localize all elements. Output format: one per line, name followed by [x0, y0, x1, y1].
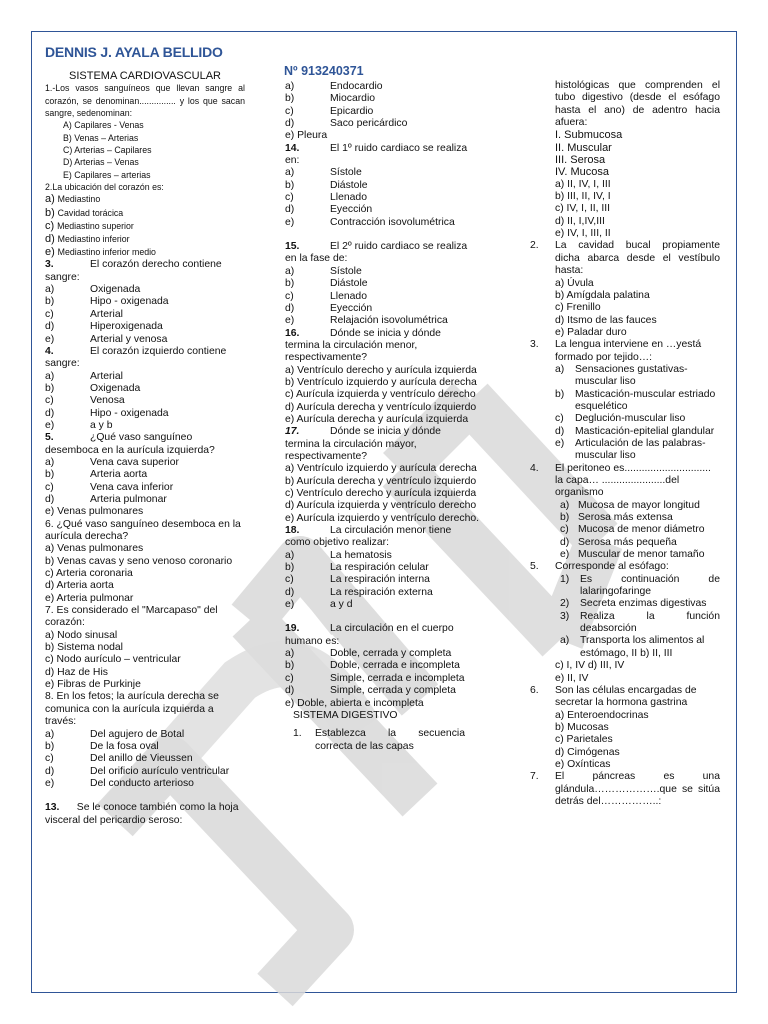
option: d) Serosa más pequeña: [560, 536, 677, 548]
option: b) Masticación-muscular estriado esquelético: [555, 388, 716, 412]
d6-options: [530, 710, 720, 772]
q2-options: [45, 193, 245, 259]
option: c) Ventrículo derecho y aurícula izquierda: [285, 488, 477, 499]
question-3: 3. El corazón derecho contiene: [45, 259, 222, 271]
question-7: 7. Es considerado el "Marcapaso" del corazón:: [45, 605, 218, 629]
option: b) Hipo - oxigenada: [45, 296, 169, 308]
question-d7: 7. El páncreas es una glándula……………….que se sitúa detrás del……………..:: [530, 771, 720, 807]
option: e) Articulación de las palabras-muscular liso: [555, 437, 706, 462]
option: c) Venosa: [45, 395, 125, 407]
option: e) Fibras de Purkinje: [45, 679, 141, 691]
question-14-cont: en:: [285, 155, 300, 167]
question-15-cont: en la fase de:: [285, 253, 348, 265]
option: E) Capilares – arterias: [63, 169, 151, 180]
option: e) Aurícula derecha y aurícula izquierda: [285, 413, 469, 425]
question-19: 19. La circulación en el cuerpo: [285, 623, 454, 635]
option: d) Saco pericárdico: [285, 118, 408, 130]
question-17: 17. Dónde se inicia y dónde: [285, 426, 441, 438]
option: d) Arteria pulmonar: [45, 493, 167, 505]
column-1: [45, 70, 245, 827]
question-8: 8. En los fetos; la aurícula derecha se comunica con la aurícula izquierda a través:: [45, 691, 219, 728]
question-2: 2.La ubicación del corazón es:: [45, 182, 164, 193]
layer-item: III. Serosa: [555, 154, 606, 167]
question-13: 13. Se le conoce también como la hoja visceral del pericardio seroso:: [45, 802, 239, 826]
section-title: SISTEMA CARDIOVASCULAR: [69, 70, 221, 82]
question-d4: 4. El peritoneo es.............................. la capa… ......................del organismo: [530, 462, 711, 499]
layer-item: IV. Mucosa: [555, 166, 610, 179]
option: c) Aurícula izquierda y ventrículo derecho: [285, 389, 476, 401]
question-d5: 5. Corresponde al esófago:: [530, 561, 669, 573]
option: e) Relajación isovolumétrica: [285, 315, 448, 327]
d4-options: [530, 500, 720, 562]
option: e) a y b: [45, 419, 113, 431]
option: e) II, IV: [555, 672, 589, 684]
option: c) Epicardio: [285, 105, 374, 117]
option: e) Pleura: [285, 130, 328, 142]
option: b) Arteria aorta: [45, 469, 148, 481]
option: b) Aurícula derecha y ventrículo izquierdo: [285, 475, 477, 487]
option: a) Vena cava superior: [45, 456, 179, 468]
option: c) Deglución-muscular liso: [555, 413, 686, 425]
option: b) Ventrículo izquierdo y aurícula derecha: [285, 376, 477, 388]
question-18-cont: como objetivo realizar:: [285, 537, 389, 549]
question-d6: 6. Son las células encargadas de secretar la hormona gastrina: [530, 684, 697, 709]
option: A) Capilares - Venas: [63, 120, 144, 131]
question-5: 5. ¿Qué vaso sanguíneo: [45, 432, 193, 444]
option: c) Arteria coronaria: [45, 568, 133, 580]
option: c) Arterial: [45, 308, 123, 320]
question-19-cont: humano es:: [285, 635, 340, 647]
option: d) Masticación-epitelial glandular: [555, 425, 715, 437]
option: a) Sístole: [285, 167, 362, 179]
option: b) Diástole: [285, 179, 368, 191]
option: a) Sístole: [285, 265, 362, 277]
option: a) Doble, cerrada y completa: [285, 648, 452, 660]
option: b) Mucosas: [555, 721, 609, 733]
option: a) La hematosis: [285, 549, 392, 561]
option: c) Frenillo: [555, 302, 601, 314]
option: a) Ventrículo izquierdo y aurícula derecha: [285, 463, 477, 475]
option: a) Del agujero de Botal: [45, 728, 185, 740]
option: a) Mediastino: [45, 193, 101, 206]
question-6: 6. ¿Qué vaso sanguíneo desemboca en la aurícula derecha?: [45, 518, 241, 543]
option: d) Hipo - oxigenada: [45, 407, 169, 419]
option: a) Ventrículo derecho y aurícula izquierda: [285, 364, 477, 376]
option: c) Llenado: [285, 290, 367, 302]
option: a) Enteroendocrinas: [555, 709, 649, 721]
option: c) Mediastino superior: [45, 219, 134, 232]
question-d1: 1. Establezca la secuencia correcta de las capas: [293, 728, 465, 752]
option: e) Arterial y venosa: [45, 333, 168, 345]
option: c) Simple, cerrada e incompleta: [285, 672, 465, 684]
option: d) Itsmo de las fauces: [555, 314, 657, 326]
option: e) Contracción isovolumétrica: [285, 216, 455, 228]
option: d) Arteria aorta: [45, 580, 114, 592]
option: d) Eyección: [285, 302, 373, 314]
option: e) Muscular de menor tamaño: [560, 549, 705, 561]
question-5-cont: desemboca en la aurícula izquierda?: [45, 444, 215, 456]
option: b) Diástole: [285, 278, 368, 290]
option: d) Eyección: [285, 204, 373, 216]
option: c) Llenado: [285, 192, 367, 204]
option: b) La respiración celular: [285, 562, 429, 574]
d5-options: [530, 660, 720, 685]
question-1: 1.-Los vasos sanguíneos que llevan sangre al corazón, se denominan............... y los que sacan sangre, sedenominan:: [45, 83, 245, 119]
option: c) Parietales: [555, 734, 613, 746]
option: d) Aurícula derecha y ventrículo izquierdo: [285, 401, 477, 413]
option: D) Arterias – Venas: [63, 157, 139, 168]
option: e) Paladar duro: [555, 326, 627, 338]
layer-item: I. Submucosa: [555, 129, 623, 142]
question-d2: 2. La cavidad bucal propiamente dicha abarca desde el vestíbulo hasta:: [530, 240, 720, 277]
author-name: DENNIS J. AYALA BELLIDO: [45, 44, 223, 60]
option: c) Mucosa de menor diámetro: [560, 524, 705, 536]
option: a) Transporta los alimentos al estómago, II b) II, III: [560, 635, 705, 659]
option: b) Cavidad torácica: [45, 206, 124, 219]
question-14: 14. El 1º ruido cardiaco se realiza: [285, 142, 468, 154]
option: a) Arterial: [45, 370, 123, 382]
option: a) Oxigenada: [45, 284, 141, 296]
option: d) Aurícula izquierda y ventrículo derecho: [285, 500, 477, 512]
option: b) Doble, cerrada e incompleta: [285, 660, 460, 672]
option: d) Hiperoxigenada: [45, 321, 163, 333]
option: d) Simple, cerrada y completa: [285, 685, 456, 697]
question-4-cont: sangre:: [45, 358, 80, 370]
d5-items: [530, 574, 720, 660]
column-3: [530, 80, 720, 808]
option: c) I, IV d) III, IV: [555, 660, 625, 672]
option: e) Arteria pulmonar: [45, 592, 134, 604]
option: d) II, I,IV,III: [555, 215, 605, 227]
option: e) a y d: [285, 599, 353, 611]
option: b) III, II, IV, I: [555, 191, 611, 203]
question-16-cont: termina la circulación menor, respectivamente?: [285, 339, 418, 364]
question-d3: 3. La lengua interviene en …yestá formado por tejido…:: [530, 339, 702, 363]
option: e) Venas pulmonares: [45, 506, 144, 518]
option: b) Oxigenada: [45, 382, 141, 394]
question-18: 18. La circulación menor tiene: [285, 525, 452, 537]
option: d) Haz de His: [45, 666, 108, 678]
option: c) La respiración interna: [285, 574, 430, 586]
option: c) Nodo aurículo – ventricular: [45, 654, 181, 666]
option: b) Amígdala palatina: [555, 289, 650, 301]
section-title: SISTEMA DIGESTIVO: [293, 709, 398, 721]
option: e) Oxínticas: [555, 758, 611, 770]
option: e) Doble, abierta e incompleta: [285, 697, 424, 709]
list-item: 1) Es continuación de lalaringofaringe: [560, 573, 720, 598]
question-4: 4. El corazón izquierdo contiene: [45, 345, 227, 357]
option: c) Vena cava inferior: [45, 481, 174, 493]
layer-item: II. Muscular: [555, 141, 612, 154]
question-3-cont: sangre:: [45, 271, 80, 283]
document-number: Nº 913240371: [284, 64, 364, 78]
question-16: 16. Dónde se inicia y dónde: [285, 327, 441, 339]
option: a) Sensaciones gustativas-muscular liso: [555, 363, 688, 388]
option: a) II, IV, I, III: [555, 178, 611, 190]
option: C) Arterias – Capilares: [63, 145, 152, 156]
q1-options: [45, 119, 245, 181]
option: a) Endocardio: [285, 81, 383, 92]
option: d) Mediastino inferior: [45, 233, 130, 246]
option: a) Mucosa de mayor longitud: [560, 499, 700, 511]
option: d) Cimógenas: [555, 746, 620, 758]
option: d) Del orificio aurículo ventricular: [45, 765, 230, 777]
column-2: [285, 81, 485, 753]
d3-options: [530, 364, 720, 463]
option: b) Venas cavas y seno venoso coronario: [45, 555, 233, 567]
option: c) Del anillo de Vieussen: [45, 753, 193, 765]
option: c) IV, I, II, III: [555, 203, 611, 215]
option: b) De la fosa oval: [45, 740, 159, 752]
option: b) Sistema nodal: [45, 642, 123, 654]
option: e) Mediastino inferior medio: [45, 246, 156, 259]
option: a) Nodo sinusal: [45, 629, 118, 641]
d2-options: [530, 278, 720, 340]
option: b) Miocardio: [285, 93, 376, 105]
option: e) Del conducto arterioso: [45, 777, 194, 789]
question-15: 15. El 2º ruido cardiaco se realiza: [285, 241, 468, 253]
option: b) Serosa más extensa: [560, 512, 673, 524]
question-17-cont: termina la circulación mayor, respectivamente?: [285, 438, 417, 462]
option: d) La respiración externa: [285, 586, 433, 598]
list-item: 3) Realiza la función deabsorción: [560, 610, 720, 635]
option: B) Venas – Arterias: [63, 132, 139, 143]
d1-continuation: histológicas que comprenden el tubo digestivo (desde el esófago hasta el ano) de adentro hacia afuera: I. Submucosa II. Muscular III. Serosa IV. Mucosa a) II, IV, I, III b) III, II, IV, I c) IV, I, II, III d) II, I,IV,III e) IV, I, III, II: [555, 80, 720, 240]
list-item: 2) Secreta enzimas digestivas: [560, 598, 707, 610]
option: e) Aurícula izquierdo y ventrículo derecho.: [285, 512, 480, 524]
option: a) Venas pulmonares: [45, 543, 144, 555]
option: a) Úvula: [555, 277, 594, 289]
option: e) IV, I, III, II: [555, 228, 611, 240]
